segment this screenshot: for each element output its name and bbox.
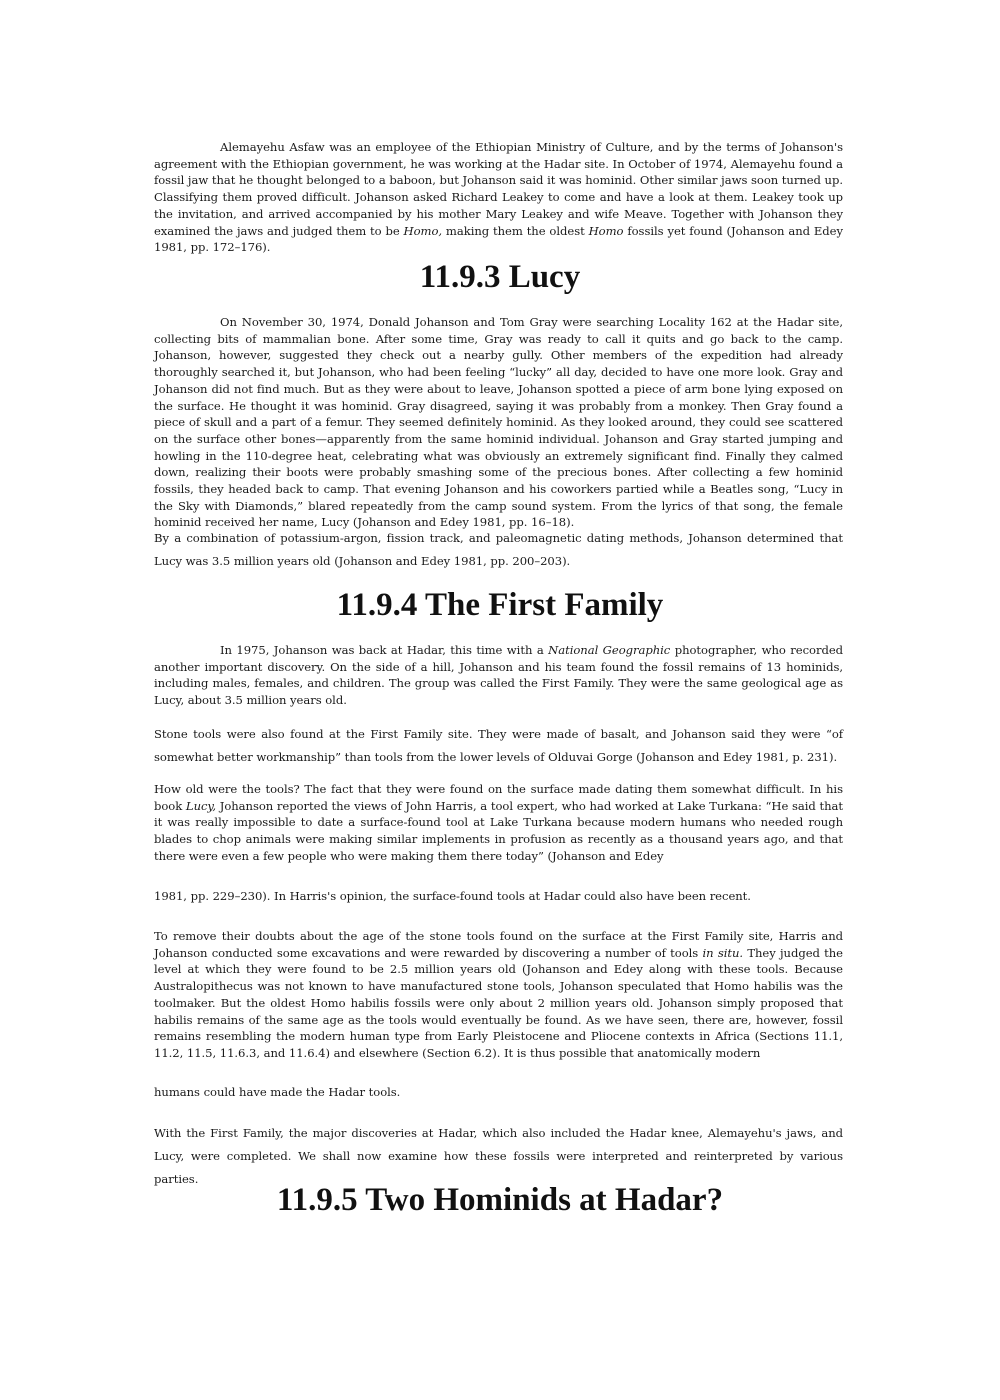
- paragraph-lucy-discovery: On November 30, 1974, Donald Johanson and Tom Gray were searching Locality 162 at the Hadar site, collecting bits of mammalian bone. After some time, Gray was ready to call it quits and go back to the camp. Johanson, however, suggested they check out a nearby gully. Other members of the expedition had already thoroughly searched it, but Johanson, who had been feeling “lucky” all day, decided to have one more look. Gray and Johanson did not find much. But as they were about to leave, Johanson spotted a piece of arm bone lying exposed on the surface. He thought it was hominid. Gray disagreed, saying it was probably from a monkey. Then Gray found a piece of skull and a part of a femur. They seemed definitely hominid. As they looked around, they could see scattered on the surface other bones—apparently from the same hominid individual. Johanson and Gray started jumping and howling in the 110-degree heat, celebrating what was obviously an extremely significant find. Finally they calmed down, realizing their boots were probably smashing some of the precious bones. After collecting a few hominid fossils, they headed back to camp. That evening Johanson and his coworkers partied while a Beatles song, “Lucy in the Sky with Diamonds,” blared repeatedly from the camp sound system. From the lyrics of that song, the female hominid received her name, Lucy (Johanson and Edey 1981, pp. 16–18).: [154, 315, 843, 530]
- paragraph-hadar-tools: humans could have made the Hadar tools.: [154, 1085, 401, 1099]
- section-heading-two-hominids: 11.9.5 Two Hominids at Hadar?: [276, 1182, 724, 1218]
- paragraph-text: fossils yet found (Johanson and Edey 1981, pp. 172–176).: [154, 223, 843, 255]
- paragraph-text: In 1975, Johanson was back at Hadar, this time with a: [220, 643, 549, 657]
- paragraph-excavations: [154, 928, 843, 1062]
- italic-term: National Geographic: [548, 643, 671, 657]
- paragraph-harris-opinion: 1981, pp. 229–230). In Harris's opinion, the surface-found tools at Hadar could also have been recent.: [154, 889, 751, 903]
- paragraph-first-family: [154, 642, 843, 709]
- paragraph-text: photographer, who recorded another important discovery. On the side of a hill, Johanson and his team found the fossil remains of 13 hominids, including males, females, and children. The group was called the First Family. They were the same geological age as Lucy, about 3.5 million years old.: [154, 643, 844, 708]
- section-heading-first-family: 11.9.4 The First Family: [336, 587, 664, 623]
- paragraph-text: making them the oldest: [442, 223, 589, 238]
- paragraph-text: Alemayehu Asfaw was an employee of the Ethiopian Ministry of Culture, and by the terms of Johanson's agreement with the Ethiopian government, he was working at the Hadar site. In October of 1974, Alemayehu found a fossil jaw that he thought belonged to a baboon, but Johanson said it was hominid. Other similar jaws soon turned up. Classifying them proved difficult. Johanson asked Richard Leakey to come and have a look at them. Leakey took up the invitation, and arrived accompanied by his mother Mary Leakey and wife Meave. Together with Johanson they examined the jaws and judged them to be: [154, 140, 843, 238]
- italic-term: Lucy,: [185, 798, 217, 813]
- paragraph-alemayehu: [154, 139, 843, 256]
- paragraph-tool-age: [154, 781, 843, 865]
- italic-term: in situ.: [702, 945, 744, 960]
- italic-term: Homo,: [403, 223, 443, 238]
- section-heading-lucy: 11.9.3 Lucy: [419, 259, 581, 295]
- paragraph-text: To remove their doubts about the age of the stone tools found on the surface at the First Family site, Harris and Johanson conducted some excavations and were rewarded by discovering a number of tools: [154, 929, 843, 960]
- paragraph-text: How old were the tools? The fact that they were found on the surface made dating them somewhat difficult. In his book: [154, 782, 843, 813]
- paragraph-text: Johanson reported the views of John Harris, a tool expert, who had worked at Lake Turkana: “He said that it was really impossible to date a surface-found tool at Lake Turkana because modern humans who needed rough blades to chop animals were making similar implements in profusion as recently as a thousand years ago, and that there were even a few people who were making them there today” (Johanson and Edey: [154, 798, 844, 863]
- paragraph-text: They judged the level at which they were found to be 2.5 million years old (Johanson and Edey along with these tools. Because Australopithecus was not known to have manufactured stone tools, Johanson speculated that Homo habilis was the toolmaker. But the oldest Homo habilis fossils were only about 2 million years old. Johanson simply proposed that habilis remains of the same age as the tools would eventually be found. As we have seen, there are, however, fossil remains resembling the modern human type from Early Pleistocene and Pliocene contexts in Africa (Sections 11.1, 11.2, 11.5, 11.6.3, and 11.6.4) and elsewhere (Section 6.2). It is thus possible that anatomically modern: [154, 945, 843, 1060]
- paragraph-discoveries-completed: With the First Family, the major discoveries at Hadar, which also included the Hadar knee, Alemayehu's jaws, and Lucy, were completed. We shall now examine how these fossils were interpreted and reinterpreted by various parties.: [154, 1126, 843, 1186]
- paragraph-lucy-dating: By a combination of potassium-argon, fission track, and paleomagnetic dating methods, Johanson determined that Lucy was 3.5 million years old (Johanson and Edey 1981, pp. 200–203).: [154, 531, 843, 568]
- paragraph-stone-tools: Stone tools were also found at the First Family site. They were made of basalt, and Johanson said they were “of somewhat better workmanship” than tools from the lower levels of Olduvai Gorge (Johanson and Edey 1981, p. 231).: [154, 727, 843, 764]
- italic-term: Homo: [588, 223, 624, 238]
